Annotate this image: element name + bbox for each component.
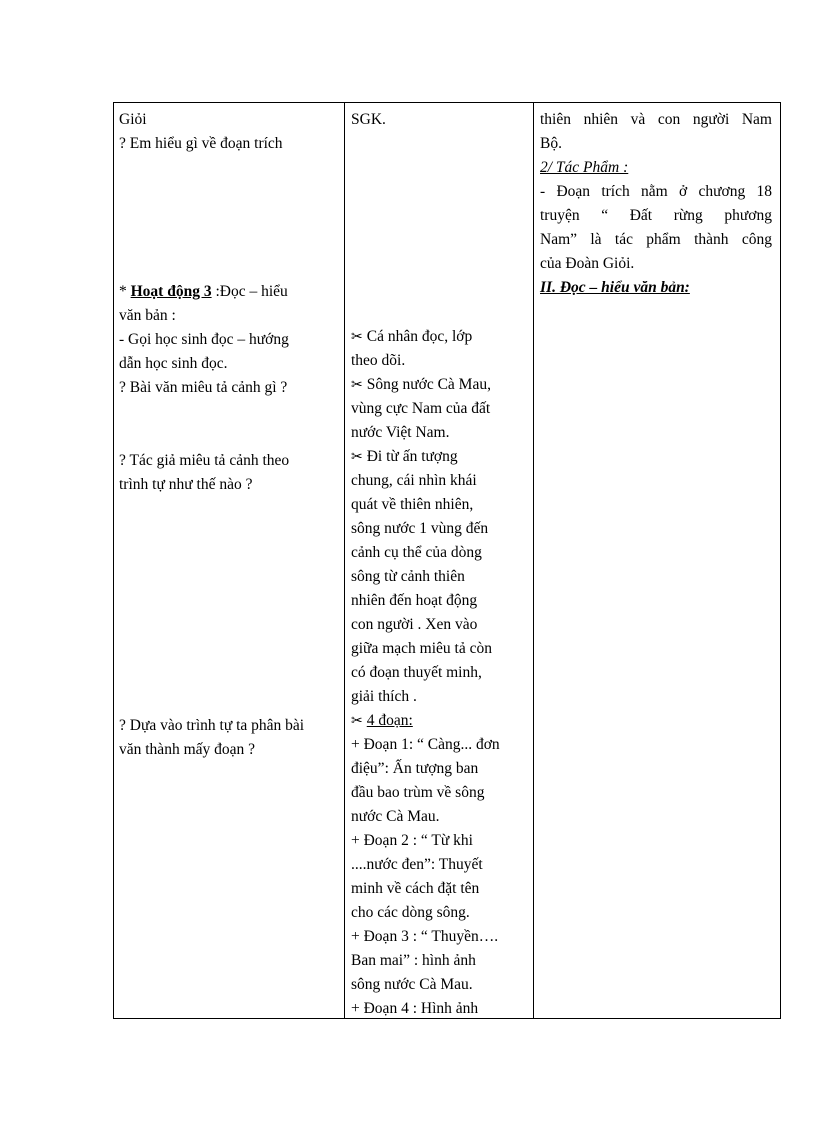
- scissors-icon: ✂: [351, 714, 363, 729]
- text-line: sông nước Cà Mau.: [351, 976, 473, 993]
- text-line: quát về thiên nhiên,: [351, 496, 474, 513]
- text-line: + Đoạn 1: “ Càng... đơn: [351, 736, 500, 753]
- text-line: trình tự như thế nào ?: [119, 476, 253, 493]
- content-column: [534, 103, 780, 1018]
- text-line: - Gọi học sinh đọc – hướng: [119, 331, 289, 348]
- lesson-plan-table: [113, 102, 781, 1019]
- activity-heading: [119, 280, 288, 304]
- text-line: nhiên đến hoạt động: [351, 592, 478, 609]
- text-line: ? Bài văn miêu tả cảnh gì ?: [119, 379, 288, 396]
- answer-text: Sông nước Cà Mau,: [366, 376, 491, 393]
- text-line: thiên nhiên và con người Nam: [540, 111, 772, 128]
- text-line: chung, cái nhìn khái: [351, 472, 477, 489]
- answer-text: Cá nhân đọc, lớp: [366, 328, 473, 345]
- section-heading-work: 2/ Tác Phẩm :: [540, 159, 629, 176]
- text-line: minh về cách đặt tên: [351, 880, 480, 897]
- answer-line: [351, 709, 413, 734]
- text-line: ....nước đen”: Thuyết: [351, 856, 483, 873]
- scissors-icon: ✂: [351, 450, 363, 465]
- text-line: cảnh cụ thể của dòng: [351, 544, 482, 561]
- text-line: sông nước 1 vùng đến: [351, 520, 489, 537]
- text-line: theo dõi.: [351, 352, 406, 369]
- text-line: của Đoàn Giỏi.: [540, 255, 635, 272]
- text-line: + Đoạn 4 : Hình ảnh: [351, 1000, 479, 1017]
- text-line: văn bản :: [119, 307, 176, 324]
- text-line: văn thành mấy đoạn ?: [119, 741, 256, 758]
- answer-line: [351, 325, 472, 350]
- scissors-icon: ✂: [351, 330, 363, 345]
- text-line: truyện “ Đất rừng phương: [540, 207, 772, 224]
- text-line: cho các dòng sông.: [351, 904, 470, 921]
- text-line: - Đoạn trích nằm ở chương 18: [540, 183, 772, 200]
- text-line: Nam” là tác phẩm thành công: [540, 231, 772, 248]
- text-line: SGK.: [351, 111, 386, 128]
- scissors-icon: ✂: [351, 378, 363, 393]
- text-line: + Đoạn 2 : “ Từ khi: [351, 832, 473, 849]
- activity-title: Hoạt động 3: [130, 283, 212, 300]
- text-line: nước Việt Nam.: [351, 424, 450, 441]
- text-line: có đoạn thuyết minh,: [351, 664, 482, 681]
- text-line: giữa mạch miêu tả còn: [351, 640, 492, 657]
- text-line: Giỏi: [119, 111, 147, 128]
- student-activity-column: [345, 103, 534, 1018]
- text-line: ? Tác giả miêu tả cảnh theo: [119, 452, 290, 469]
- text-line: điệu”: Ấn tượng ban: [351, 760, 479, 777]
- text-line: đầu bao trùm về sông: [351, 784, 485, 801]
- text-line: ? Dựa vào trình tự ta phân bài: [119, 717, 305, 734]
- answer-text: 4 đoạn:: [366, 712, 413, 729]
- activity-star: *: [119, 283, 131, 300]
- answer-line: [351, 445, 458, 470]
- text-line: Bộ.: [540, 135, 562, 152]
- text-line: Ban mai” : hình ảnh: [351, 952, 476, 969]
- text-line: giải thích .: [351, 688, 417, 705]
- text-line: + Đoạn 3 : “ Thuyền….: [351, 928, 499, 945]
- text-line: nước Cà Mau.: [351, 808, 440, 825]
- text-line: sông từ cảnh thiên: [351, 568, 465, 585]
- answer-line: [351, 373, 491, 398]
- text-line: ? Em hiểu gì về đoạn trích: [119, 135, 283, 152]
- answer-text: Đi từ ấn tượng: [366, 448, 458, 465]
- teacher-activity-column: [114, 103, 345, 1018]
- text-line: dẫn học sinh đọc.: [119, 355, 228, 372]
- text-line: vùng cực Nam của đất: [351, 400, 491, 417]
- activity-subtitle: :Đọc – hiểu: [211, 283, 288, 300]
- section-heading-reading: II. Đọc – hiểu văn bản:: [540, 279, 690, 296]
- text-line: con người . Xen vào: [351, 616, 478, 633]
